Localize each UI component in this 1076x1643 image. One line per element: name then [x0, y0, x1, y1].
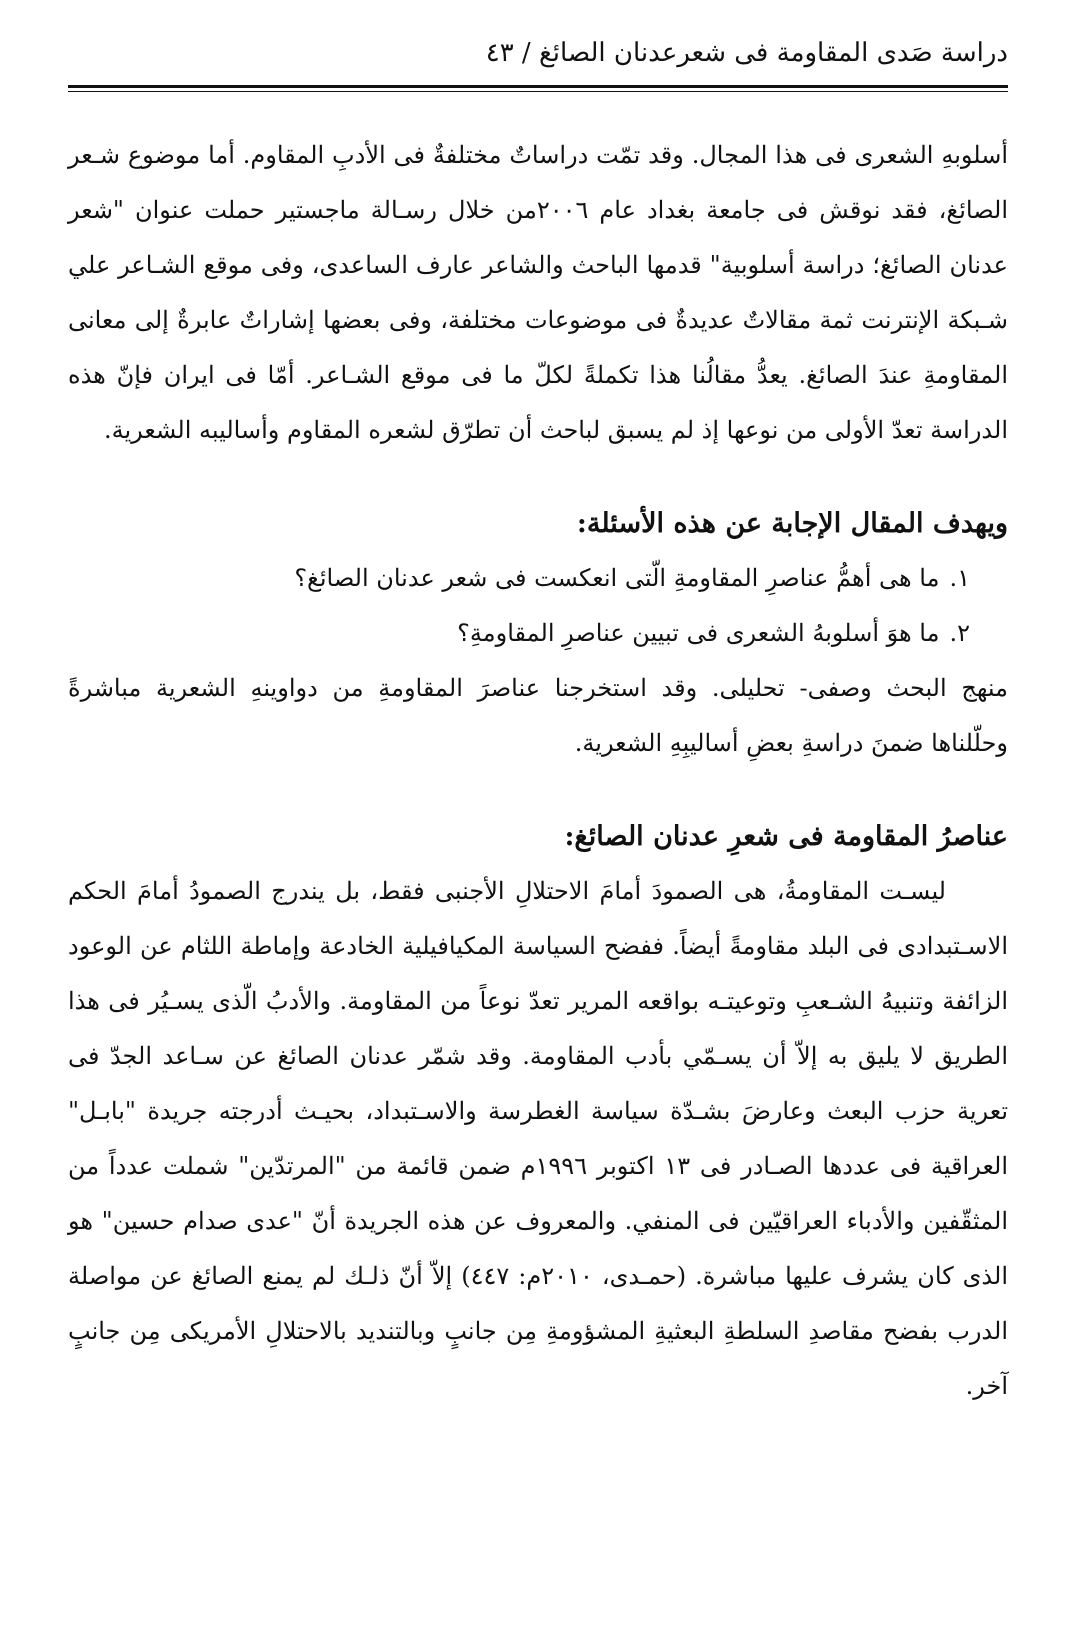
question-number: ١. [949, 564, 970, 592]
page [68, 28, 1008, 1628]
question-text: ما هوَ أسلوبهُ الشعرى فى تبيين عناصرِ المقاومةِ؟ [457, 619, 940, 647]
section-paragraph: ليسـت المقاومةُ، هى الصمودَ أمامَ الاحتلالِ الأجنبى فقط، بل يندرج الصمودُ أمامَ الحكم الاسـتبدادى فى البلد مقاومةً أيضاً. ففضح السياسة المكيافيلية الخادعة وإماطة اللثام عن الوعود الزائفة وتنبيهُ الشـعبِ وتوعيتـه بواقعه المرير تعدّ نوعاً من المقاومة. والأدبُ الّذى يسـيُر فى هذا الطريق لا يليق به إلاّ أن يسـمّي بأدب المقاومة. وقد شمّر عدنان الصائغ عن سـاعد الجدّ فى تعرية حزب البعث وعارضَ بشـدّة سياسة الغطرسة والاسـتبداد، بحيـث أدرجته جريدة "بابـل" العراقية فى عددها الصـادر فى ١٣ اكتوبر ١٩٩٦م ضمن قائمة من "المرتدّين" شملت عدداً من المثقّفين والأدباء العراقيّين فى المنفي. والمعروف عن هذه الجريدة أنّ "عدى صدام حسين" هو الذى كان يشرف عليها مباشرة. (حمـدى، ٢٠١٠م: ٤٤٧) إلاّ أنّ ذلـك لم يمنع الصائغ عن مواصلة الدرب بفضح مقاصدِ السلطةِ البعثيةِ المشؤومةِ مِن جانبٍ وبالتنديد بالاحتلالِ الأمريكى مِن جانبٍ آخر. [68, 877, 1009, 1400]
spacer [68, 458, 1008, 496]
question-number: ٢. [949, 619, 970, 647]
article-body [68, 128, 1008, 1414]
questions-heading: ويهدف المقال الإجابة عن هذه الأسئلة: [576, 508, 1008, 539]
intro-paragraph: أسلوبهِ الشعرى فى هذا المجال. وقد تمّت دراساتٌ مختلفةٌ فى الأدبِ المقاوم. أما موضوع شـعر الصائغ، فقد نوقش فى جامعة بغداد عام ٢٠٠٦من خلال رسـالة ماجستير حملت عنوان "شعر عدنان الصائغ؛ دراسة أسلوبية" قدمها الباحث والشاعر عارف الساعدى، وفى موقع الشـاعر علي شـبكة الإنترنت ثمة مقالاتٌ عديدةٌ فى موضوعات مختلفة، وفى بعضها إشاراتٌ عابرةٌ إلى معانى المقاومةِ عندَ الصائغ. يعدُّ مقالُنا هذا تكملةً لكلّ ما فى موقع الشـاعر. أمّا فى ايران فإنّ هذه الدراسة تعدّ الأولى من نوعها إذ لم يسبق لباحث أن تطرّق لشعره المقاوم وأساليبه الشعرية. [68, 141, 1008, 444]
question-text: ما هى أهمُّ عناصرِ المقاومةِ الّتى انعكست فى شعر عدنان الصائغ؟ [294, 564, 940, 592]
header-rule [68, 85, 1008, 88]
section-heading: عناصرُ المقاومة فى شعرِ عدنان الصائغ: [564, 821, 1008, 852]
spacer [68, 771, 1008, 809]
question-item [68, 606, 970, 661]
questions-list [68, 551, 1008, 661]
question-item [68, 551, 970, 606]
running-header: دراسة صَدى المقاومة فى شعرعدنان الصائغ / ٤٣ [485, 38, 1008, 68]
method-paragraph: منهج البحث وصفى- تحليلى. وقد استخرجنا عناصرَ المقاومةِ من دواوينهِ الشعرية مباشرةً وحلّلناها ضمنَ دراسةِ بعضِ أساليبِهِ الشعرية. [68, 674, 1008, 757]
header-rule-thin [68, 91, 1008, 92]
